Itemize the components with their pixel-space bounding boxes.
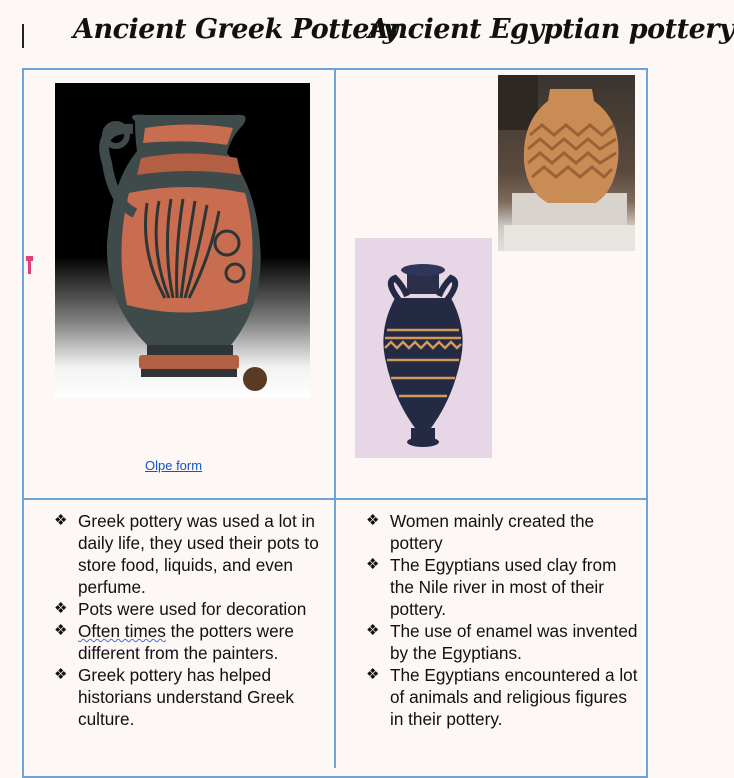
diamond-bullet-icon: ❖ (366, 622, 380, 639)
list-item: ❖ Greek pottery was used a lot in daily life, they used their pots to store food, liquids, and even perfume. (54, 511, 319, 597)
table-column-divider (334, 68, 336, 768)
greek-column-title: Ancient Greek Pottery (73, 14, 398, 45)
list-item: ❖ Women mainly created the pottery (366, 511, 595, 553)
greek-facts-list (54, 510, 330, 730)
list-item: ❖ Often times the potters were different from the painters. (54, 621, 294, 663)
egyptian-facts-list (366, 510, 638, 730)
text-cursor (22, 24, 24, 48)
diamond-bullet-icon: ❖ (366, 556, 380, 573)
egyptian-jar-image[interactable] (498, 75, 635, 251)
egyptian-amphora-image[interactable] (355, 238, 492, 458)
table-row-divider (22, 498, 648, 500)
diamond-bullet-icon: ❖ (54, 666, 68, 683)
list-item: ❖ Greek pottery has helped historians understand Greek culture. (54, 665, 294, 729)
list-item: ❖ Pots were used for decoration (54, 599, 307, 619)
diamond-bullet-icon: ❖ (54, 622, 68, 639)
greek-image-caption-link[interactable]: Olpe form (145, 458, 203, 473)
diamond-bullet-icon: ❖ (366, 512, 380, 529)
egyptian-column-title: Ancient Egyptian pottery (368, 14, 734, 45)
greek-olpe-image[interactable] (55, 83, 310, 398)
list-item: ❖ The use of enamel was invented by the Egyptians. (366, 621, 638, 663)
diamond-bullet-icon: ❖ (54, 600, 68, 617)
diamond-bullet-icon: ❖ (366, 666, 380, 683)
grammar-flag[interactable]: Often times (78, 621, 166, 641)
list-item: ❖ The Egyptians used clay from the Nile river in most of their pottery. (366, 555, 617, 619)
diamond-bullet-icon: ❖ (54, 512, 68, 529)
list-item: ❖ The Egyptians encountered a lot of animals and religious figures in their pottery. (366, 665, 638, 729)
